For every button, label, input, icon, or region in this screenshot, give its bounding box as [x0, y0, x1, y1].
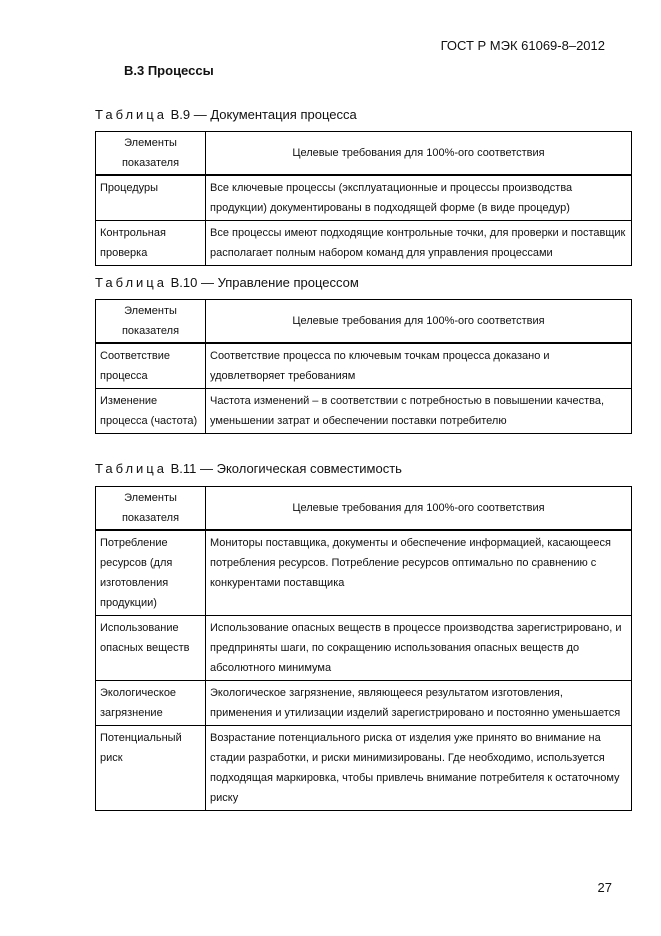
column-header-requirements: Целевые требования для 100%-ого соответствия [206, 132, 632, 175]
row-element: Процедуры [96, 175, 206, 221]
row-requirement: Соответствие процесса по ключевым точкам процесса доказано и удовлетворяет требованиям [206, 343, 632, 389]
column-header-elements: Элементы показателя [96, 300, 206, 343]
section-title: B.3 Процессы [124, 63, 214, 78]
row-requirement: Все ключевые процессы (эксплуатационные и процессы производства продукции) документированы в подходящей форме (в виде процедур) [206, 175, 632, 221]
caption-word: Таблица [95, 461, 167, 476]
column-header-elements: Элементы показателя [96, 487, 206, 530]
table-b10 [95, 299, 632, 434]
row-element: Потенциальный риск [96, 725, 206, 810]
table-caption [95, 461, 402, 476]
column-header-requirements: Целевые требования для 100%-ого соответствия [206, 300, 632, 343]
column-header-elements: Элементы показателя [96, 132, 206, 175]
caption-word: Таблица [95, 107, 167, 122]
row-element: Контрольная проверка [96, 220, 206, 265]
row-requirement: Частота изменений – в соответствии с потребностью в повышении качества, уменьшении затрат и обеспечении поставки потребителю [206, 388, 632, 433]
table-b11 [95, 486, 632, 811]
caption-text: B.10 — Управление процессом [166, 275, 359, 290]
row-requirement: Возрастание потенциального риска от изделия уже принято во внимание на стадии разработки, и риски минимизированы. Где необходимо, используется подходящая маркировка, чтобы привлечь внимание потребителя к остаточному риску [206, 725, 632, 810]
table-caption [95, 275, 359, 290]
page-number: 27 [597, 880, 612, 895]
row-element: Изменение процесса (частота) [96, 388, 206, 433]
table-b9 [95, 131, 632, 266]
row-requirement: Все процессы имеют подходящие контрольные точки, для проверки и поставщик располагает полным набором команд для управления процессами [206, 220, 632, 265]
column-header-requirements: Целевые требования для 100%-ого соответствия [206, 487, 632, 530]
row-requirement: Мониторы поставщика, документы и обеспечение информацией, касающееся потребления ресурсов. Потребление ресурсов оптимально по сравнению с конкурентами поставщика [206, 530, 632, 616]
row-requirement: Использование опасных веществ в процессе производства зарегистрировано, и предприняты шаги, по сокращению использования опасных веществ до абсолютного минимума [206, 615, 632, 680]
caption-word: Таблица [95, 275, 167, 290]
row-element: Потребление ресурсов (для изготовления продукции) [96, 530, 206, 616]
row-element: Экологическое загрязнение [96, 680, 206, 725]
table-caption [95, 107, 357, 122]
caption-text: B.9 — Документация процесса [166, 107, 357, 122]
row-element: Использование опасных веществ [96, 615, 206, 680]
row-requirement: Экологическое загрязнение, являющееся результатом изготовления, применения и утилизации изделий зарегистрировано и постоянно уменьшается [206, 680, 632, 725]
caption-text: B.11 — Экологическая совместимость [166, 461, 402, 476]
standard-code: ГОСТ Р МЭК 61069-8–2012 [440, 38, 605, 53]
row-element: Соответствие процесса [96, 343, 206, 389]
